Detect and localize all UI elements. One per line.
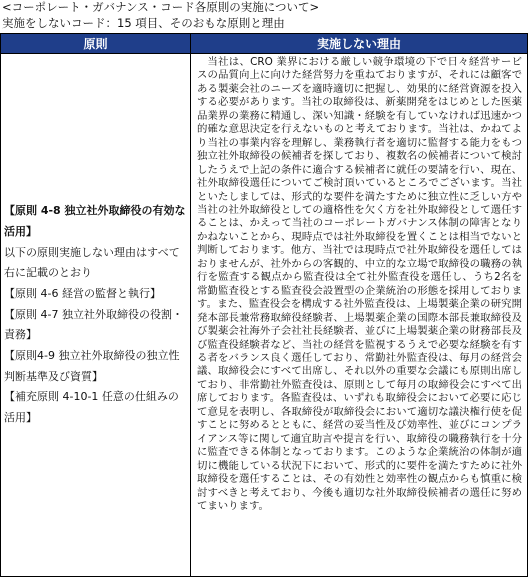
- table-row: [1, 54, 528, 577]
- column-header-reason: 実施しない理由: [191, 34, 528, 54]
- table-header-row: [1, 34, 528, 54]
- principle-4-10-1: 【補充原則 4-10-1 任意の仕組みの活用】: [4, 390, 179, 425]
- principle-4-6: 【原則 4-6 経営の監督と執行】: [4, 286, 161, 300]
- principles-cell: [1, 54, 191, 577]
- governance-code-table: [0, 33, 528, 577]
- reason-cell: 当社は、CRO 業界における厳しい競争環境の下で日々経営サービスの品質向上に向けた経営努力を重ねておりますが、それには顧客である製薬会社のニーズを適時適切に把握し、効果的に経営資源を投入する必要があります。当社の取締役は、新薬開発をはじめとした医薬品業界の業務に精通し、深い知識・経験を有していなければ迅速かつ的確な意思決定を行えないものと考えております。当社は、かねてより当社の事業内容を理解し、業務執行者を適切に監督する能力をもつ独立社外取締役の候補者を探しており、複数名の候補者について検討したうえで上記の条件に適合する候補者に就任の要請を行い、現在、社外取締役選任についてご検討頂いているところでございます。当社といたしましては、形式的な要件を満たすために独立性に乏しい方や当社の社外取締役としての適格性を欠く方を社外取締役として選任することは、かえって当社のコーポレートガバナンス体制の障害となりかねないことから、現時点では社外取締役を置くことは相当でないと判断しております。他方、当社では現時点で社外取締役を選任してはおりませんが、社外からの客観的、中立的な立場で取締役の職務の執行を監査する観点から監査役は全て社外監査役を選任し、うち2名を常勤監査役とする監査役会設置型の企業統治の形態を採用しております。また、監査役会を構成する社外監査役は、上場製薬企業の研究開発本部長兼常務取締役経験者、上場製薬企業の国際本部長兼取締役及び製薬会社海外子会社社長経験者、並びに上場製薬企業の財務部長及び監査役経験者など、当社の経営を監視するうえで必要な経験を有する者をバランス良く選任しており、常勤社外監査役は、毎月の経営会議、取締役会にすべて出席し、それ以外の重要な会議にも原則出席しており、非常勤社外監査役は、原則として毎月の取締役会にすべて出席しております。各監査役は、いずれも取締役会において必要に応じて意見を表明し、各取締役が取締役会において適切な議決権行使を促すことに努めるとともに、経営の妥当性及び効率性、並びにコンプライアンス等に関して適宜助言や提言を行い、取締役の職務執行を十分に監査できる体制となっております。このような企業統治の体制が適切に機能している状況下において、形式的に要件を満たすために社外取締役を選任することは、その有効性と効率性の観点からも慎重に検討すべきと考えており、今後も適切な社外取締役候補者の選任に努めてまいります。: [191, 54, 528, 577]
- column-header-principle: 原則: [1, 34, 191, 54]
- section-subheading: 実施をしないコード：15 項目、そのおもな原則と理由: [2, 16, 285, 30]
- principle-note: 以下の原則実施しない理由はすべて右に記載のとおり: [4, 245, 180, 280]
- principle-4-7: 【原則 4-7 独立社外取締役の役割・責務】: [4, 307, 183, 342]
- section-heading: <コーポレート・ガバナンス・コード各原則の実施について>: [2, 0, 320, 14]
- principle-4-9: 【原則4-9 独立社外取締役の独立性判断基準及び資質】: [4, 349, 180, 383]
- principle-4-8: 【原則 4-8 独立社外取締役の有効な活用】: [4, 204, 186, 238]
